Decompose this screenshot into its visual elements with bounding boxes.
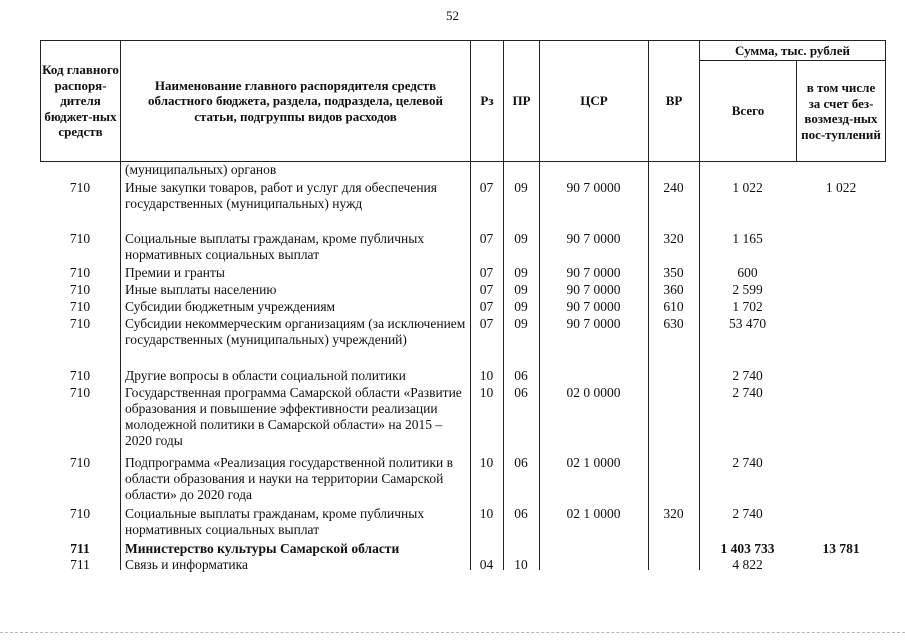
header-sum: Сумма, тыс. рублей <box>735 42 850 58</box>
row-name: Подпрограмма «Реализация государственной политики в области образования и науки на территории Самарской области» до 2020 года <box>125 455 454 502</box>
row-csr: 90 7 0000 <box>566 299 621 314</box>
row-name: Иные закупки товаров, работ и услуг для обеспечения государственных (муниципальных) нужд <box>125 180 437 211</box>
row-total: 4 822 <box>732 557 763 572</box>
row-code: 710 <box>69 265 91 280</box>
row-csr: 90 7 0000 <box>566 282 621 297</box>
row-name: Субсидии некоммерческим организациям (за исключением государственных (муниципальных) учреждений) <box>125 316 466 347</box>
header-code: Код главного распоря-дителя бюджет-ных средств <box>42 62 119 140</box>
header-rz: Рз <box>480 93 494 109</box>
row-name: Государственная программа Самарской области «Развитие образования и повышение эффективности реализации молодежной политики в Самарской области» на 2015 – 2020 годы <box>125 385 462 448</box>
row-pr: 09 <box>514 231 528 246</box>
row-rz: 10 <box>479 455 494 470</box>
row-gratuitous: 1 022 <box>825 180 857 195</box>
row-pr: 09 <box>514 180 528 195</box>
row-name: Связь и информатика <box>125 557 248 572</box>
row-total: 2 599 <box>732 282 763 297</box>
row-pr: 06 <box>514 368 528 383</box>
row-name: Субсидии бюджетным учреждениям <box>125 299 336 314</box>
row-name: Социальные выплаты гражданам, кроме публичных нормативных социальных выплат <box>125 506 425 537</box>
row-name: Министерство культуры Самарской области <box>125 541 400 556</box>
row-rz: 07 <box>479 282 494 297</box>
row-pr: 06 <box>514 385 528 400</box>
row-pr: 06 <box>514 455 528 470</box>
row-code: 710 <box>69 316 91 331</box>
row-csr: 90 7 0000 <box>566 316 621 331</box>
row-csr: 02 1 0000 <box>566 506 621 521</box>
row-code: 710 <box>69 385 91 400</box>
row-pr: 09 <box>514 299 528 314</box>
row-name: Иные выплаты населению <box>125 282 277 297</box>
header-total: Всего <box>731 103 765 119</box>
row-code: 710 <box>69 180 91 195</box>
row-csr: 02 0 0000 <box>566 385 621 400</box>
row-code: 710 <box>69 455 91 470</box>
row-total: 53 470 <box>728 316 767 331</box>
row-pr: 10 <box>514 557 528 572</box>
row-code: 711 <box>70 541 90 556</box>
row-name: Премии и гранты <box>125 265 225 280</box>
row-total: 2 740 <box>732 385 763 400</box>
row-csr: 90 7 0000 <box>566 180 621 195</box>
row-total: 1 702 <box>732 299 763 314</box>
row-pr: 09 <box>514 316 528 331</box>
row-vr: 320 <box>663 231 684 246</box>
row-rz: 07 <box>479 265 494 280</box>
page-number: 52 <box>446 8 459 23</box>
row-vr: 360 <box>663 282 684 297</box>
row-vr: 630 <box>663 316 684 331</box>
row-rz: 07 <box>479 180 494 195</box>
row-total: 2 740 <box>732 368 763 383</box>
row-name: (муниципальных) органов <box>125 162 277 177</box>
row-code: 710 <box>69 231 91 246</box>
row-vr: 320 <box>663 506 684 521</box>
row-rz: 07 <box>479 299 494 314</box>
header-gratuitous: в том числе за счет без-возмезд-ных пос-туплений <box>801 80 881 142</box>
row-csr: 90 7 0000 <box>566 231 621 246</box>
row-name: Другие вопросы в области социальной политики <box>125 368 406 383</box>
row-vr: 610 <box>663 299 684 314</box>
row-rz: 10 <box>479 506 494 521</box>
row-total: 2 740 <box>732 455 763 470</box>
row-rz: 04 <box>479 557 494 572</box>
row-rz: 07 <box>479 316 494 331</box>
header-pr: ПР <box>512 93 531 109</box>
row-gratuitous: 13 781 <box>822 541 860 556</box>
row-rz: 10 <box>479 368 494 383</box>
row-csr: 90 7 0000 <box>566 265 621 280</box>
row-rz: 10 <box>479 385 494 400</box>
row-name: Социальные выплаты гражданам, кроме публичных нормативных социальных выплат <box>125 231 425 262</box>
header-name: Наименование главного распорядителя средств областного бюджета, раздела, подраздела, целевой статьи, подгруппы видов расходов <box>148 77 443 124</box>
row-total: 600 <box>737 265 758 280</box>
row-total: 1 165 <box>732 231 763 246</box>
row-vr: 350 <box>663 265 684 280</box>
row-rz: 07 <box>479 231 494 246</box>
row-total: 2 740 <box>732 506 763 521</box>
row-code: 710 <box>69 282 91 297</box>
row-code: 710 <box>69 506 91 521</box>
row-csr: 02 1 0000 <box>566 455 621 470</box>
row-total: 1 403 733 <box>720 541 775 556</box>
header-vr: ВР <box>665 93 683 109</box>
row-code: 710 <box>69 368 91 383</box>
header-csr: ЦСР <box>580 93 608 109</box>
row-pr: 06 <box>514 506 528 521</box>
row-total: 1 022 <box>732 180 763 195</box>
row-pr: 09 <box>514 265 528 280</box>
row-code: 711 <box>70 557 90 572</box>
row-pr: 09 <box>514 282 528 297</box>
row-vr: 240 <box>663 180 684 195</box>
row-code: 710 <box>69 299 91 314</box>
